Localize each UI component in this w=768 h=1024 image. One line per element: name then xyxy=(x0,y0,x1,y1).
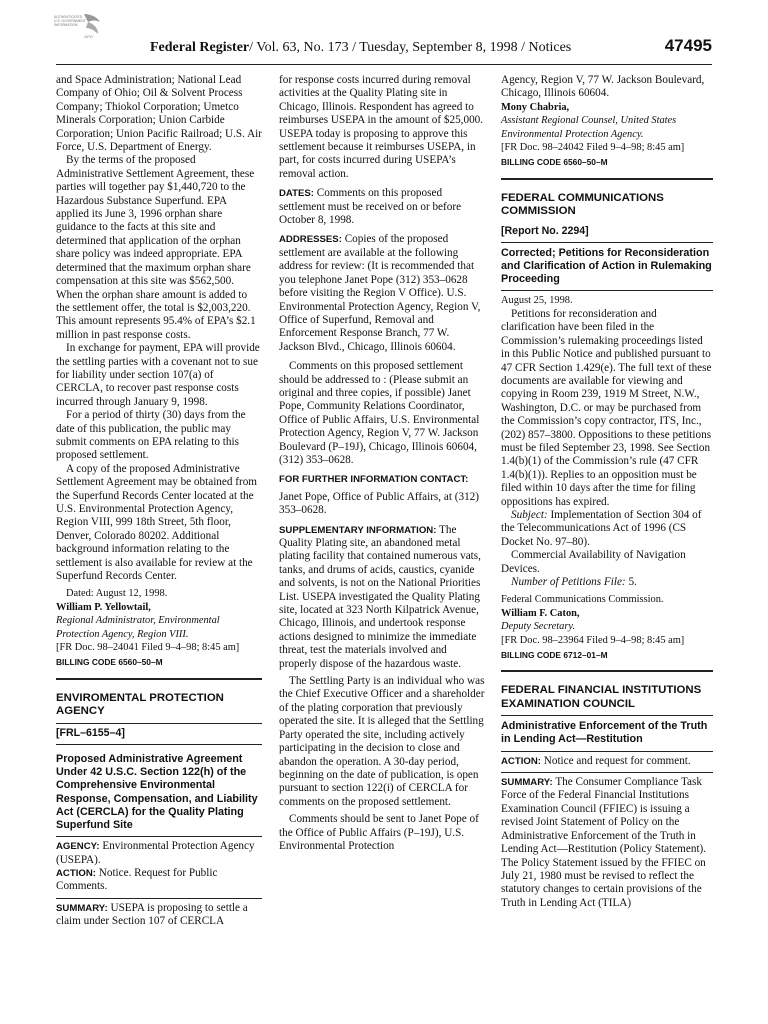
paragraph: Commercial Availability of Navigation Devices. xyxy=(501,549,686,575)
paragraph: By the terms of the proposed Administrative Settlement Agreement, these parties will together pay $1,440,720 to the Hazardous Substance Superfund. EPA applied its June 3, 1996 orphan share guidance to the facts at this site and determined that application of the orphan share policy was indeed appropriate. EPA determined that the maximum orphan share compensation at this site was $562,500. When the orphan share amount is added to the settlement offer, the total is $2,003,220. This amount represents 95.4% of EPA’s $2.1 million in past response costs. xyxy=(56,154,256,341)
heading-rule xyxy=(56,744,262,745)
action-field xyxy=(501,755,713,768)
agency-heading: ENVIROMENTAL PROTECTION AGENCY xyxy=(56,691,224,718)
notice-title: Administrative Enforcement of the Truth in Lending Act—Restitution xyxy=(501,720,708,746)
column-1 xyxy=(56,74,262,929)
paragraph: A copy of the proposed Administrative Settlement Agreement may be obtained from the Superfund Records Center located at the U.S. Environmental Protection Agency, Region VIII, 999 18th Street, 5th floor, Denver, Colorado 80202. Additional background information relating to the settlement is also available for review at the Superfund Records Center. xyxy=(56,462,258,583)
heading-rule xyxy=(501,242,713,243)
page-number: 47495 xyxy=(664,36,712,55)
paragraph: Petitions for reconsideration and clarification have been filed in the Commission’s rulemaking proceedings listed in this Public Notice and published pursuant to 47 CFR Section 1.429(e). The full text of these documents are available for viewing and copying in Room 239, 1919 M Street, N.W., Washington, D.C. or may be purchased from the Commission’s copy contractor, ITS, Inc., (202) 857–3800. Oppositions to these petitions must be filed September 23, 1998. See Section 1.4(b)(1) of the Commission’s rule (47 CFR 1.4(b)(1)). Replies to an opposition must be filed within 10 days after the time for filing oppositions has expired. xyxy=(501,307,712,508)
fr-doc-line: [FR Doc. 98–24042 Filed 9–4–98; 8:45 am] xyxy=(501,142,685,154)
report-number: [Report No. 2294] xyxy=(501,224,589,237)
addresses-text: Copies of the proposed settlement are available at the following address for review: (It is recommended that you telephone Janet Pope (312) 353–0628 before visiting the Region V Office). U.S. Environmental Protection Agency, Region V, Office of Superfund, Removal and Enforcement Response Branch, 77 W. Jackson Blvd., Chicago, Illinois 60604. xyxy=(279,233,481,353)
agency-heading: FEDERAL COMMUNICATIONS COMMISSION xyxy=(501,191,664,218)
summary-text: The Consumer Compliance Task Force of the Federal Financial Institutions Examination Council (FFIEC) is issuing a revised Joint Statement of Policy on the Administrative Enforcement of the Truth in Lending Act—Restitution (Policy Statement). The Policy Statement issued by the FFIEC on July 21, 1980 must be revised to reflect the statutory changes to certain provisions of the Truth in Lending Act (TILA) xyxy=(501,776,707,909)
issue-info: / Vol. 63, No. 173 / Tuesday, September 8, 1998 / Notices xyxy=(249,40,572,55)
paragraph: Comments should be sent to Janet Pope of the Office of Public Affairs (P–19J), U.S. Environmental Protection xyxy=(279,813,479,852)
signer-title: Regional Administrator, Environmental Protection Agency, Region VIII. xyxy=(56,615,220,640)
section-separator xyxy=(56,678,262,680)
notice-title: Corrected; Petitions for Reconsideration and Clarification of Action in Rulemaking Proceeding xyxy=(501,246,712,286)
agency-heading: FEDERAL FINANCIAL INSTITUTIONS EXAMINATION COUNCIL xyxy=(501,684,702,710)
agency-text: Environmental Protection Agency (USEPA). xyxy=(56,840,255,866)
signer-name: Mony Chabria, xyxy=(501,101,570,113)
addresses-label: ADDRESSES: xyxy=(279,234,342,246)
signer-title: Assistant Regional Counsel, United States Environmental Protection Agency. xyxy=(501,115,677,140)
paragraph: In exchange for payment, EPA will provide the settling parties with a covenant not to sue for liability under section 107(a) of CERCLA, to recover past response costs incurred through January 9, 1998. xyxy=(56,342,260,408)
action-label: ACTION: xyxy=(56,867,96,879)
section-separator xyxy=(501,178,713,180)
journal-name: Federal Register xyxy=(150,40,250,55)
paragraph: The Settling Party is an individual who was the Chief Executive Officer and a shareholder of the plating corporation that previously operated the site. It is alleged that the Settling Party operated the site, including actively participating in the decision to close and abandon the operation. A 30-day period, beginning on the date of publication, is open pursuant to section 122(i) of CERCLA for comments on the proposed settlement. xyxy=(279,675,485,808)
column-2 xyxy=(279,74,487,853)
heading-rule xyxy=(501,751,713,752)
action-text: Notice. Request for Public Comments. xyxy=(56,866,218,893)
logo-line: GPO xyxy=(84,34,93,39)
summary-field xyxy=(501,776,713,910)
paragraph: Agency, Region V, 77 W. Jackson Boulevard, Chicago, Illinois 60604. xyxy=(501,74,705,100)
supplementary-field xyxy=(279,524,487,671)
gpo-authenticated-logo xyxy=(54,12,108,40)
dates-text: Comments on this proposed settlement must be received on or before October 8, 1998. xyxy=(279,187,462,227)
logo-line: U.S. GOVERNMENT xyxy=(54,19,86,23)
heading-rule xyxy=(56,836,262,837)
addresses-field xyxy=(279,233,487,354)
frl-number: [FRL–6155–4] xyxy=(56,726,125,739)
signer-title: Deputy Secretary. xyxy=(501,621,576,633)
column-3 xyxy=(501,74,713,910)
fr-doc-line: [FR Doc. 98–23964 Filed 9–4–98; 8:45 am] xyxy=(501,634,685,646)
billing-code: BILLING CODE 6560–50–M xyxy=(501,157,608,168)
subject-field xyxy=(501,509,713,549)
dated-line: Dated: August 12, 1998. xyxy=(66,588,168,600)
summary-label: SUMMARY: xyxy=(56,902,108,914)
signer-name: William P. Yellowtail, xyxy=(56,601,151,613)
paragraph: For a period of thirty (30) days from the date of this publication, the public may submit comments on EPA relating to this proposed settlement. xyxy=(56,409,246,462)
subject-label: Subject: xyxy=(511,508,548,521)
billing-code: BILLING CODE 6712–01–M xyxy=(501,650,608,661)
notice-date: August 25, 1998. xyxy=(501,295,573,307)
petitions-field xyxy=(501,576,713,589)
section-separator xyxy=(501,670,713,672)
summary-label: SUMMARY: xyxy=(501,777,553,789)
fr-doc-line: [FR Doc. 98–24041 Filed 9–4–98; 8:45 am] xyxy=(56,642,240,654)
further-info-label: FOR FURTHER INFORMATION CONTACT: xyxy=(279,474,469,486)
summary-text: USEPA is proposing to settle a claim under Section 107 of CERCLA xyxy=(56,901,248,928)
subject-text: Implementation of Section 304 of the Telecommunications Act of 1996 (CS Docket No. 97–80). xyxy=(501,508,702,548)
action-field xyxy=(56,867,262,894)
dates-field xyxy=(279,187,487,227)
heading-rule xyxy=(56,723,262,724)
logo-line: INFORMATION xyxy=(54,23,78,27)
commission-name: Federal Communications Commission. xyxy=(501,594,664,606)
supplementary-label: SUPPLEMENTARY INFORMATION: xyxy=(279,524,437,536)
supplementary-text: The Quality Plating site, an abandoned metal plating facility that contained numerous vats, tanks, and drums of acids, caustics, cyanide and solvents, is not on the National Priorities List. USEPA investigated the Quality Plating site, located at 323 North Kilpatrick Avenue, Chicago, Illinois, and undertook response actions designed to minimize the immediate threat, test the materials involved and properly dispose of the hazardous waste. xyxy=(279,523,481,670)
dates-label: DATES: xyxy=(279,188,314,200)
action-text: Notice and request for comment. xyxy=(543,754,691,767)
notice-title: Proposed Administrative Agreement Under 42 U.S.C. Section 122(h) of the Comprehensive Environmental Response, Compensation, and Liability Act (CERCLA) for the Quality Plating Superfund Site xyxy=(56,752,258,831)
header-rule xyxy=(56,64,712,65)
action-label: ACTION: xyxy=(501,755,541,767)
petitions-label: Number of Petitions File: xyxy=(511,576,626,588)
further-info-text: Janet Pope, Office of Public Affairs, at (312) 353–0628. xyxy=(279,490,479,517)
paragraph: Comments on this proposed settlement should be addressed to : (Please submit an original and three copies, if possible) Janet Pope, Community Relations Coordinator, Office of Public Affairs, U.S. Environmental Protection Agency, Region V, 77 W. Jackson Boulevard (P–19J), Chicago, Illinois 60604, (312) 353–0628. xyxy=(279,360,480,466)
heading-rule xyxy=(501,772,713,773)
heading-rule xyxy=(56,898,262,899)
billing-code: BILLING CODE 6560–50–M xyxy=(56,657,163,668)
running-header xyxy=(150,40,710,56)
agency-label: AGENCY: xyxy=(56,841,100,853)
petitions-text: 5. xyxy=(628,576,637,588)
paragraph: and Space Administration; National Lead Company of Ohio; Oil & Solvent Process Company; Thiokol Corporation; Umetco Minerals Corporation; Union Carbide Corporation; Union Pacific Railroad; U.S. Air Force, U.S. Department of Energy. xyxy=(56,74,263,154)
paragraph: for response costs incurred during removal activities at the Quality Plating site in Chicago, Illinois. Respondent has agreed to reimburses USEPA in the amount of $25,000. USEPA today is proposing to approve this settlement because it reimburses USEPA, in part, for costs incurred during USEPA’s removal action. xyxy=(279,74,484,180)
heading-rule xyxy=(501,290,713,291)
agency-field xyxy=(56,840,262,867)
logo-line: AUTHENTICATED xyxy=(54,15,83,19)
signer-name: William F. Caton, xyxy=(501,607,580,619)
heading-rule xyxy=(501,715,713,716)
summary-field xyxy=(56,902,262,929)
